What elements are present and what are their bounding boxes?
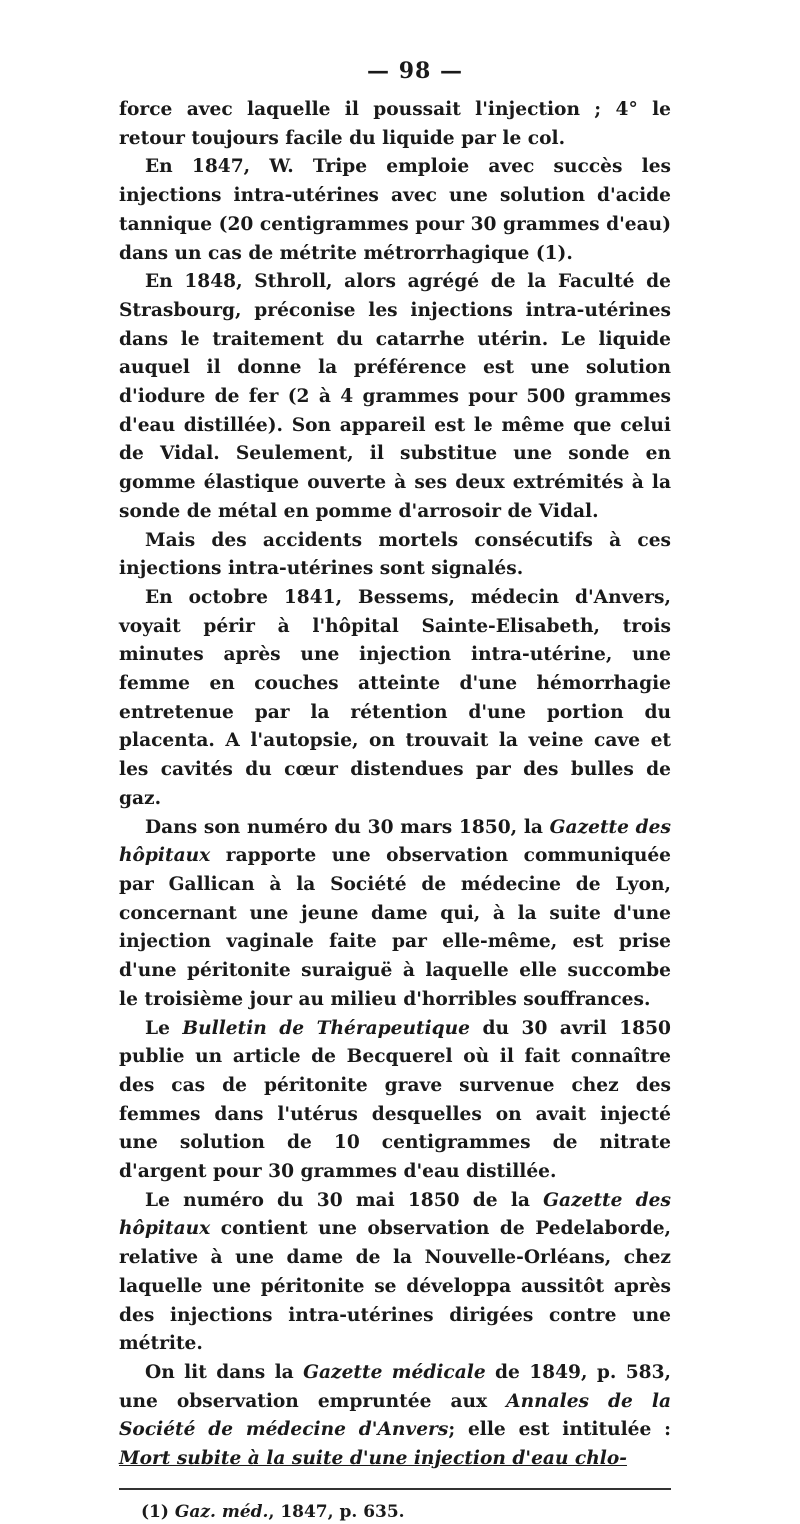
p6-journal-title: Gazette des hôpitaux	[119, 816, 671, 867]
paragraph-7	[119, 1015, 671, 1187]
footnote	[119, 1500, 671, 1524]
p8-text-a: Le numéro du 30 mai 1850 de la	[145, 1189, 544, 1211]
footnote-marker: (1)	[141, 1501, 169, 1522]
p9-text-a: On lit dans la	[145, 1361, 304, 1383]
p9-journal-title-1: Gazette médicale	[303, 1361, 486, 1383]
footnote-divider	[119, 1488, 671, 1490]
p6-text-b: rapporte une observation communiquée par Gallican à la Société de médecine de Lyon, concernant une jeune dame qui, à la suite d'une injection vaginale faite par elle-même, est prise d'une péritonite suraiguë à laquelle elle succombe le troisième jour au milieu d'horribles souffrances.	[119, 845, 671, 1010]
p9-article-title: Mort subite à la suite d'une injection d'eau chlo-	[119, 1448, 627, 1470]
p8-text-b: contient une observation de Pedelaborde, relative à une dame de la Nouvelle-Orléans, chez laquelle une péritonite se développa aussitôt après des injections intra-utérines dirigées contre une métrite.	[119, 1218, 671, 1355]
footnote-source: Gaz. méd.	[174, 1501, 269, 1522]
paragraph-3: En 1848, Sthroll, alors agrégé de la Faculté de Strasbourg, préconise les injections intra-utérines dans le traitement du catarrhe utérin. Le liquide auquel il donne la préférence est une solution d'iodure de fer (2 à 4 grammes pour 500 grammes d'eau distillée). Son appareil est le même que celui de Vidal. Seulement, il substitue une sonde en gomme élastique ouverte à ses deux extrémités à la sonde de métal en pomme d'arrosoir de Vidal.	[119, 271, 671, 522]
p9-text-c: ; elle est intitulée :	[448, 1419, 671, 1441]
paragraph-8	[119, 1187, 671, 1359]
p7-text-b: du 30 avril 1850 publie un article de Becquerel où il fait connaître des cas de péritonite grave survenue chez des femmes dans l'utérus desquelles on avait injecté une solution de 10 centigrammes de nitrate d'argent pour 30 grammes d'eau distillée.	[119, 1017, 671, 1183]
p9-journal-title-2: Annales de la Société de médecine d'Anvers	[119, 1390, 672, 1441]
p8-journal-title: Gazette des hôpitaux	[119, 1189, 671, 1240]
page-number: — 98 —	[367, 58, 463, 84]
paragraph-5: En octobre 1841, Bessems, médecin d'Anvers, voyait périr à l'hôpital Sainte-Elisabeth, trois minutes après une injection intra-utérine, une femme en couches atteinte d'une hémorrhagie entretenue par la rétention d'une portion du placenta. A l'autopsie, on trouvait la veine cave et les cavités du cœur distendues par des bulles de gaz.	[119, 586, 671, 809]
page	[119, 58, 671, 1524]
paragraph-2: En 1847, W. Tripe emploie avec succès les injections intra-utérines avec une solution d'acide tannique (20 centigrammes pour 30 grammes d'eau) dans un cas de métrite métrorrhagique (1).	[119, 156, 671, 264]
paragraph-4: Mais des accidents mortels consécutifs à ces injections intra-utérines sont signalés.	[119, 529, 671, 580]
paragraph-6	[119, 814, 671, 1015]
paragraph-1: force avec laquelle il poussait l'injection ; 4° le retour toujours facile du liquide par le col.	[119, 99, 671, 149]
p7-text-a: Le	[145, 1017, 183, 1039]
footnote-rest: , 1847, p. 635.	[268, 1501, 405, 1522]
p7-journal-title: Bulletin de Thérapeutique	[182, 1017, 471, 1039]
p9-text-b: de 1849, p. 583, une observation empruntée aux	[119, 1361, 671, 1412]
paragraph-9	[119, 1359, 671, 1474]
p6-text-a: Dans son numéro du 30 mars 1850, la	[145, 816, 550, 838]
